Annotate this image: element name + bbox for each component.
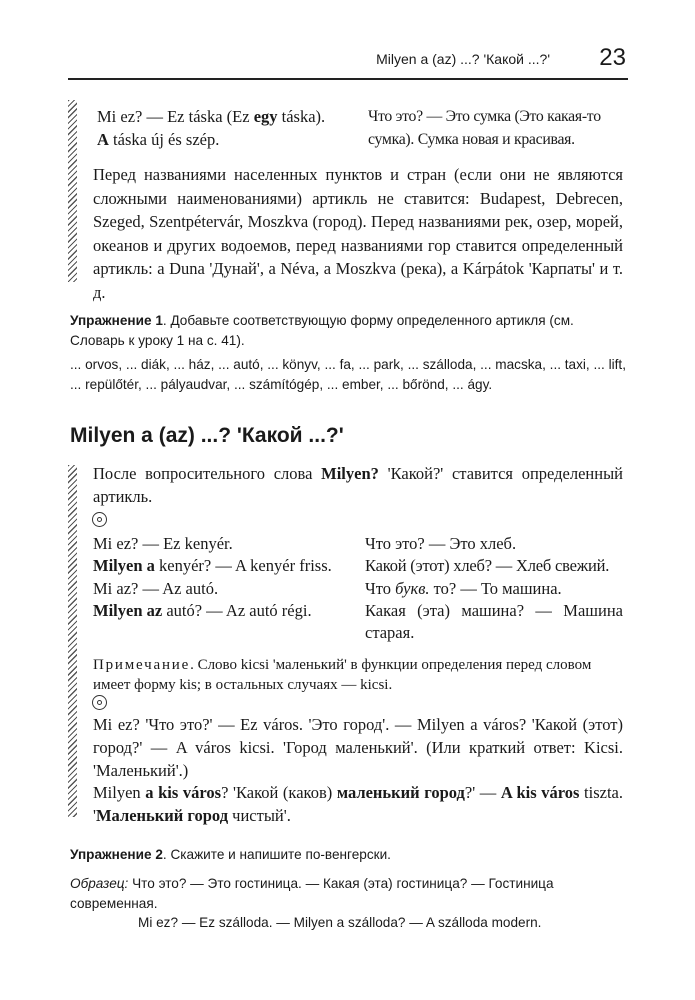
- exercise-2-instruction: Упражнение 2. Скажите и напишите по-венгерски.: [70, 847, 391, 862]
- cd-audio-icon[interactable]: [92, 512, 107, 527]
- section-title: Milyen a (az) ...? 'Какой ...?': [70, 424, 344, 447]
- example-ru-1: Что это? — Это сумка (Это какая-то сумка). Сумка новая и красивая.: [368, 108, 601, 148]
- sidebar-hatch-1: [68, 100, 77, 282]
- kicsi-example: Mi ez? 'Что это?' — Ez város. 'Это город'. — Milyen a város? 'Какой (этот) город?' — A város kicsi. 'Город маленький'. (Или краткий ответ: Kicsi. 'Маленький'.): [93, 715, 623, 780]
- exercise-2-sample-hu: Mi ez? — Ez szálloda. — Milyen a szálloda? — A szálloda modern.: [138, 915, 542, 930]
- row-hu-2: Milyen a kenyér? — A kenyér friss.: [93, 556, 332, 575]
- article-rule-paragraph: Перед названиями населенных пунктов и стран (если они не являются сложными наименованиями) артикль не ставится: Budapest, Debrecen, Szeged, Szentpétervár, Moszkva (город). Перед названиями рек, озер, морей, океанов и других водоемов, перед названиями гор ставится определенный артикль: a Duna 'Дунай', a Néva, a Moszkva (река), a Kárpátok 'Карпаты' и т. д.: [93, 165, 623, 302]
- exercise-1-instruction: Упражнение 1. Добавьте соответствующую форму определенного артикля (см. Словарь к уроку 1 на с. 41).: [70, 313, 574, 348]
- row-hu-3: Mi az? — Az autó.: [93, 579, 219, 598]
- exercise-2-sample: Образец: Что это? — Это гостиница. — Какая (эта) гостиница? — Гостиница современная.: [70, 876, 554, 911]
- exercise-1-words: ... orvos, ... diák, ... ház, ... autó, ... könyv, ... fa, ... park, ... szálloda, ... macska, ... taxi, ... lift, ... repülőtér, ... pályaudvar, ... számítógép, ... ember, ... bőrönd, ... ágy.: [70, 357, 626, 392]
- milyen-intro: После вопросительного слова Milyen? 'Какой?' ставится определенный артикль.: [93, 464, 623, 506]
- page-header: [68, 44, 628, 80]
- note: Примечание. Слово kicsi 'маленький' в функции определения перед словом имеет форму kis; в остальных случаях — kicsi.: [93, 657, 592, 693]
- row-hu-4: Milyen az autó? — Az autó régi.: [93, 601, 312, 620]
- row-hu-1: Mi ez? — Ez kenyér.: [93, 534, 233, 553]
- row-ru-3: Что букв. то? — То машина.: [365, 579, 562, 598]
- page-number: 23: [599, 44, 626, 71]
- row-ru-2: Какой (этот) хлеб? — Хлеб свежий.: [365, 556, 610, 575]
- example-hu-1: Mi ez? — Ez táska (Ez egy táska). A táska új és szép.: [97, 107, 326, 149]
- sidebar-hatch-2: [68, 465, 77, 817]
- running-title: Milyen a (az) ...? 'Какой ...?': [376, 51, 550, 67]
- row-ru-1: Что это? — Это хлеб.: [365, 534, 517, 553]
- row-ru-4: Какая (эта) машина? — Машина старая.: [365, 601, 623, 642]
- kis-varos-example: Milyen a kis város? 'Какой (каков) маленький город?' — A kis város tiszta. 'Маленький город чистый'.: [93, 783, 624, 825]
- cd-audio-icon[interactable]: [92, 695, 107, 710]
